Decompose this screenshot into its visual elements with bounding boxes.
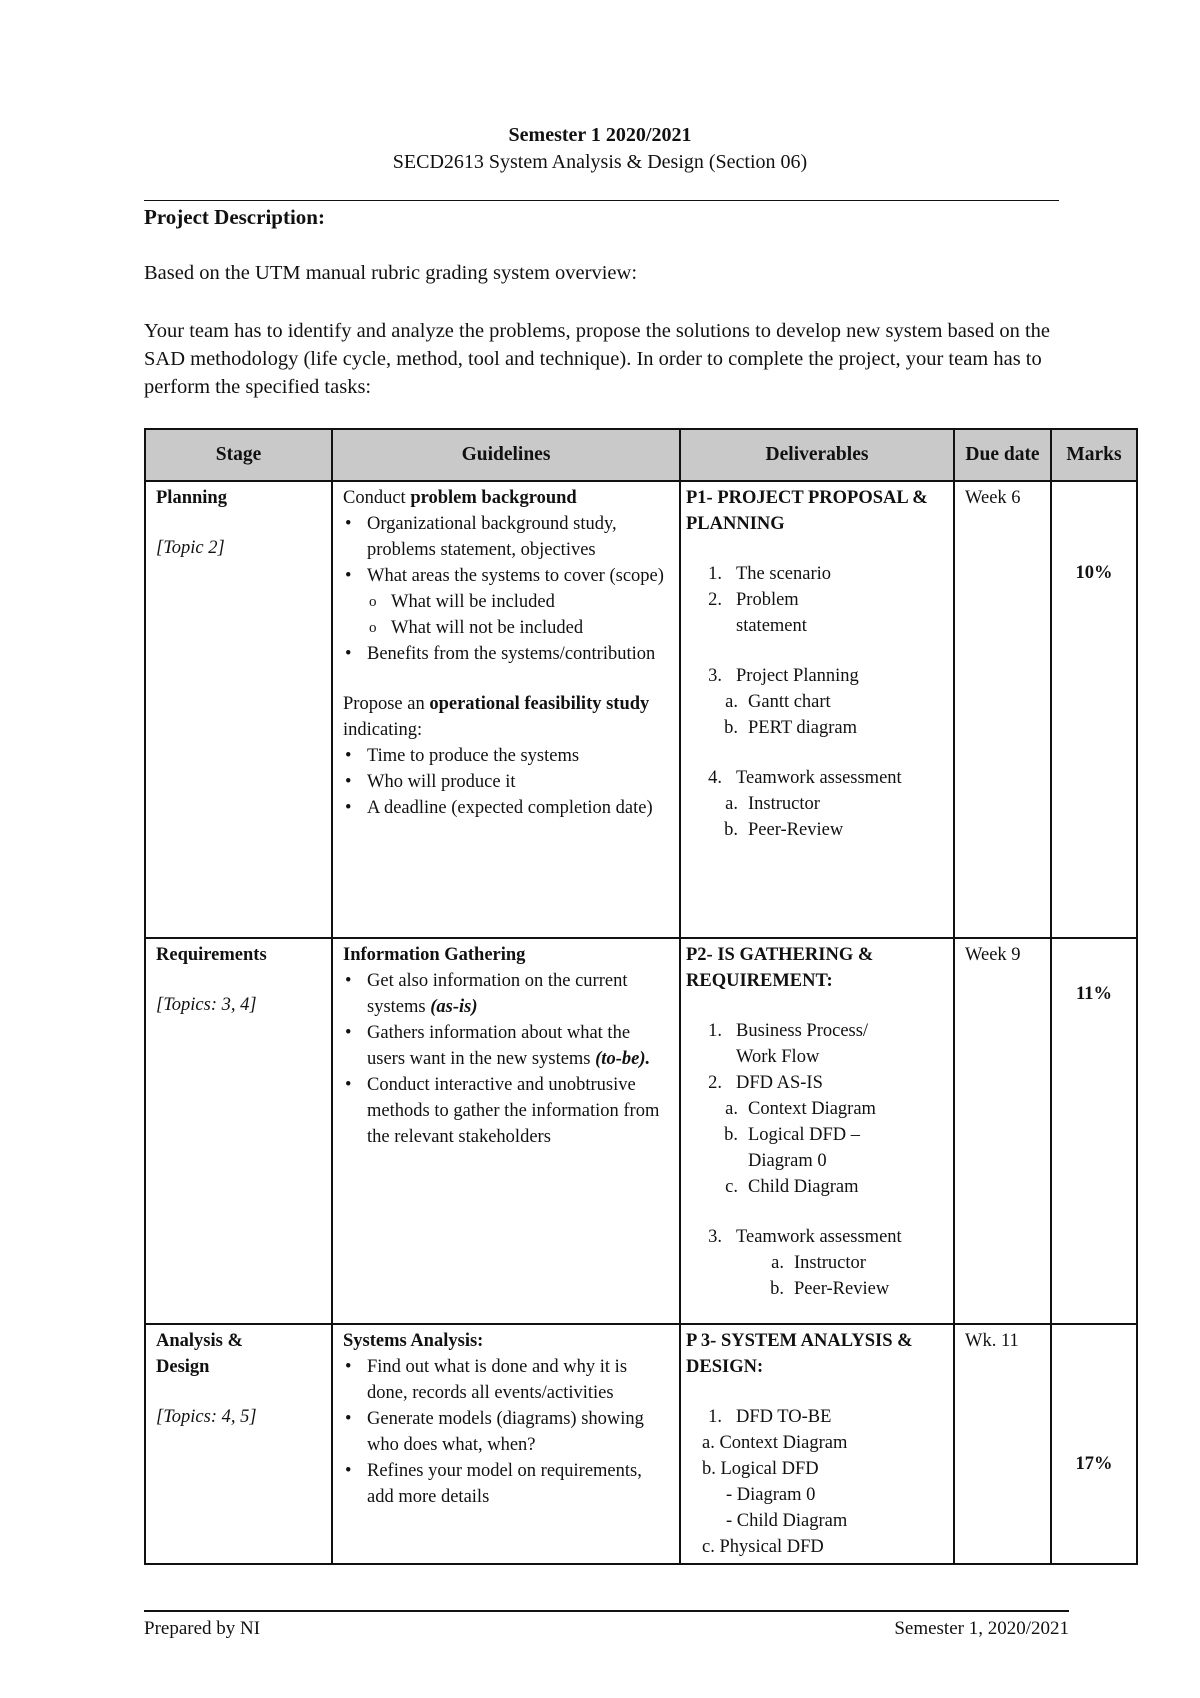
semester-heading: Semester 1 2020/2021 [508, 124, 692, 146]
guideline-heading: Systems Analysis: [343, 1331, 484, 1351]
deliverable-item: 2. DFD AS-IS [708, 1073, 823, 1093]
guideline-bullets [343, 1354, 669, 1510]
deliverable-subitem: b. PERT diagram [724, 718, 858, 738]
marks-cell [1051, 1324, 1137, 1564]
marks-value: 10% [1075, 562, 1113, 583]
deliverable-item: 2. Problem statement [708, 590, 807, 636]
deliverable-list [686, 1018, 947, 1200]
deliverable-item: 1. Business Process/ Work Flow [708, 1021, 869, 1067]
guidelines-cell [332, 938, 680, 1324]
feasibility-bullets [343, 743, 669, 821]
sub-bullet-item: o What will be included [343, 589, 669, 615]
header-divider [144, 200, 1059, 201]
tasks-table [144, 428, 1138, 1565]
sub-bullets [343, 589, 669, 641]
due-date-cell: Week 9 [954, 938, 1051, 1324]
project-paragraph: Your team has to identify and analyze the problems, propose the solutions to develop new system based on the SAD methodology (life cycle, method, tool and technique). In order to complete the project, your team has to perform the specified tasks: [144, 320, 1051, 398]
deliverable-subitem: a. Gantt chart [725, 692, 831, 712]
header-stage: Stage [145, 429, 332, 481]
table-header-row [145, 429, 1137, 481]
due-date-cell: Week 6 [954, 481, 1051, 938]
stage-cell [145, 481, 332, 938]
bullet-item: • A deadline (expected completion date) [343, 795, 669, 821]
guidelines-cell [332, 481, 680, 938]
stage-name: Planning [156, 488, 227, 508]
deliverable-item: 3. Teamwork assessment [708, 1227, 902, 1247]
table-row-requirements [145, 938, 1137, 1324]
deliverable-list [686, 1404, 947, 1560]
deliverable-subitem: a. Context Diagram [725, 1099, 876, 1119]
stage-topic: [Topic 2] [156, 538, 225, 558]
stage-topic: [Topics: 3, 4] [156, 995, 257, 1015]
marks-cell [1051, 938, 1137, 1324]
guideline-heading: Information Gathering [343, 945, 526, 965]
stage-name: Analysis & Design [156, 1331, 243, 1377]
deliverable-list [686, 561, 947, 639]
deliverable-item-4 [686, 765, 947, 843]
deliverable-subitem: b. Logical DFD – Diagram 0 [724, 1125, 861, 1171]
header-marks: Marks [1051, 429, 1137, 481]
header-guidelines: Guidelines [332, 429, 680, 481]
deliverable-subitem: b. Peer-Review [724, 820, 844, 840]
table-row-planning [145, 481, 1137, 938]
bullet-item: • Gathers information about what the users want in the new systems (to-be). [343, 1020, 669, 1072]
bullet-item [343, 563, 669, 641]
bullet-item: • Find out what is done and why it is done, records all events/activities [343, 1354, 669, 1406]
deliverable-subitem: b. Peer-Review [770, 1279, 890, 1299]
bullet-item: • Generate models (diagrams) showing who does what, when? [343, 1406, 669, 1458]
guideline-intro-bold: problem background [410, 488, 577, 508]
guideline-intro [343, 485, 669, 511]
deliverable-item: 4. Teamwork assessment [708, 768, 902, 788]
bullet-item: • Conduct interactive and unobtrusive methods to gather the information from the relevant stakeholders [343, 1072, 669, 1150]
footer-divider [144, 1610, 1069, 1612]
deliverables-cell [680, 481, 954, 938]
bullet-item: • Time to produce the systems [343, 743, 669, 769]
header-due-date: Due date [954, 429, 1051, 481]
guideline-bullets [343, 511, 669, 667]
bullet-item: • Who will produce it [343, 769, 669, 795]
bullet-item: • Get also information on the current systems (as-is) [343, 968, 669, 1020]
deliverables-cell [680, 938, 954, 1324]
guideline-bullets [343, 968, 669, 1150]
bullet-item: • Refines your model on requirements, add more details [343, 1458, 669, 1510]
footer-prepared-by: Prepared by NI [144, 1618, 261, 1639]
bullet-item: • Benefits from the systems/contribution [343, 641, 669, 667]
stage-topic: [Topics: 4, 5] [156, 1407, 257, 1427]
stage-cell [145, 1324, 332, 1564]
due-date-cell: Wk. 11 [954, 1324, 1051, 1564]
feasibility-bold: operational feasibility study [429, 694, 650, 714]
marks-value: 17% [1075, 1454, 1113, 1474]
deliverable-line: - Child Diagram [726, 1511, 848, 1531]
overview-text: Based on the UTM manual rubric grading system overview: [144, 262, 638, 284]
sub-bullet-item: o What will not be included [343, 615, 669, 641]
deliverable-line: c. Physical DFD [702, 1537, 824, 1557]
stage-cell [145, 938, 332, 1324]
deliverable-subitem: a. Instructor [771, 1253, 866, 1273]
guidelines-cell [332, 1324, 680, 1564]
deliverable-title: P2- IS GATHERING & REQUIREMENT: [686, 945, 874, 991]
deliverable-line: a. Context Diagram [702, 1433, 848, 1453]
footer-semester: Semester 1, 2020/2021 [894, 1618, 1069, 1639]
deliverable-subitem: c. Child Diagram [725, 1177, 859, 1197]
table-row-analysis-design [145, 1324, 1137, 1564]
deliverable-title: P 3- SYSTEM ANALYSIS & DESIGN: [686, 1331, 913, 1377]
deliverable-line: - Diagram 0 [726, 1485, 816, 1505]
guideline-feasibility [343, 691, 669, 743]
deliverables-cell [680, 1324, 954, 1564]
deliverable-item-3 [686, 1224, 947, 1302]
course-heading: SECD2613 System Analysis & Design (Section 06) [392, 151, 808, 173]
guideline-intro-text: Conduct [343, 488, 411, 508]
marks-value: 11% [1076, 984, 1112, 1004]
header-deliverables: Deliverables [680, 429, 954, 481]
marks-cell [1051, 481, 1137, 938]
feasibility-pre: Propose an [343, 694, 430, 714]
deliverable-item: 1. DFD TO-BE [708, 1407, 832, 1427]
deliverable-item: 1. The scenario [708, 564, 832, 584]
stage-name: Requirements [156, 945, 267, 965]
feasibility-post: indicating: [343, 720, 423, 740]
project-description-title: Project Description: [144, 205, 325, 229]
deliverable-item-3 [686, 663, 947, 741]
bullet-text: What areas the systems to cover (scope) [367, 566, 664, 586]
deliverable-subitem: a. Instructor [725, 794, 820, 814]
deliverable-line: b. Logical DFD [702, 1459, 819, 1479]
deliverable-item: 3. Project Planning [708, 666, 859, 686]
bullet-item: • Organizational background study, problems statement, objectives [343, 511, 669, 563]
deliverable-title: P1- PROJECT PROPOSAL & PLANNING [686, 488, 928, 534]
